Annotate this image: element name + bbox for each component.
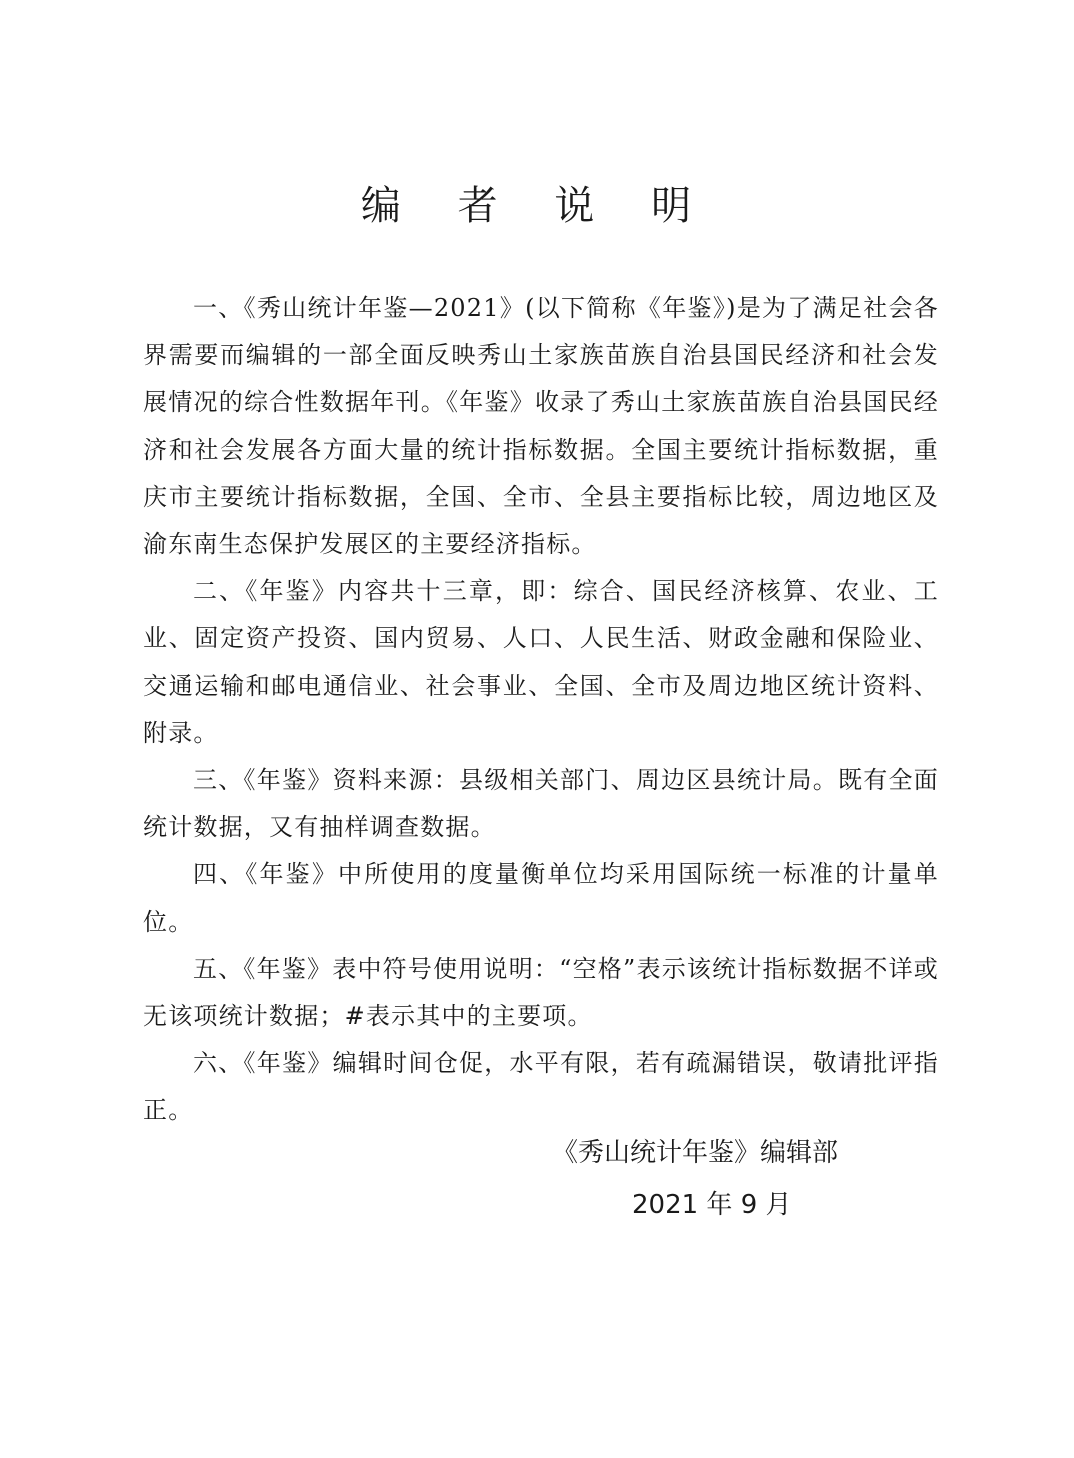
paragraph-3: 三、《年鉴》资料来源：县级相关部门、周边区县统计局。既有全面统计数据，又有抽样调查数据。: [143, 766, 939, 842]
page-title: 编 者 说 明: [360, 183, 714, 229]
paragraph-5: 五、《年鉴》表中符号使用说明：“空格”表示该统计指标数据不详或无该项统计数据；#表示其中的主要项。: [143, 954, 939, 1031]
paragraph-2: 二、《年鉴》内容共十三章，即：综合、国民经济核算、农业、工业、固定资产投资、国内贸易、人口、人民生活、财政金融和保险业、交通运输和邮电通信业、社会事业、全国、全市及周边地区统计资料、附录。: [143, 577, 939, 747]
paragraph-4: 四、《年鉴》中所使用的度量衡单位均采用国际统一标准的计量单位。: [143, 860, 939, 936]
body-text: [143, 285, 939, 1135]
signature-org: 《秀山统计年鉴》编辑部: [552, 1138, 839, 1168]
paragraph-1: 一、《秀山统计年鉴—2021》(以下简称《年鉴》)是为了满足社会各界需要而编辑的一部全面反映秀山土家族苗族自治县国民经济和社会发展情况的综合性数据年刊。《年鉴》收录了秀山土家族苗族自治县国民经济和社会发展各方面大量的统计指标数据。全国主要统计指标数据，重庆市主要统计指标数据，全国、全市、全县主要指标比较，周边地区及渝东南生态保护发展区的主要经济指标。: [143, 294, 939, 559]
paragraph-6: 六、《年鉴》编辑时间仓促，水平有限，若有疏漏错误，敬请批评指正。: [143, 1049, 939, 1125]
signature-date: 2021 年 9 月: [632, 1190, 792, 1220]
